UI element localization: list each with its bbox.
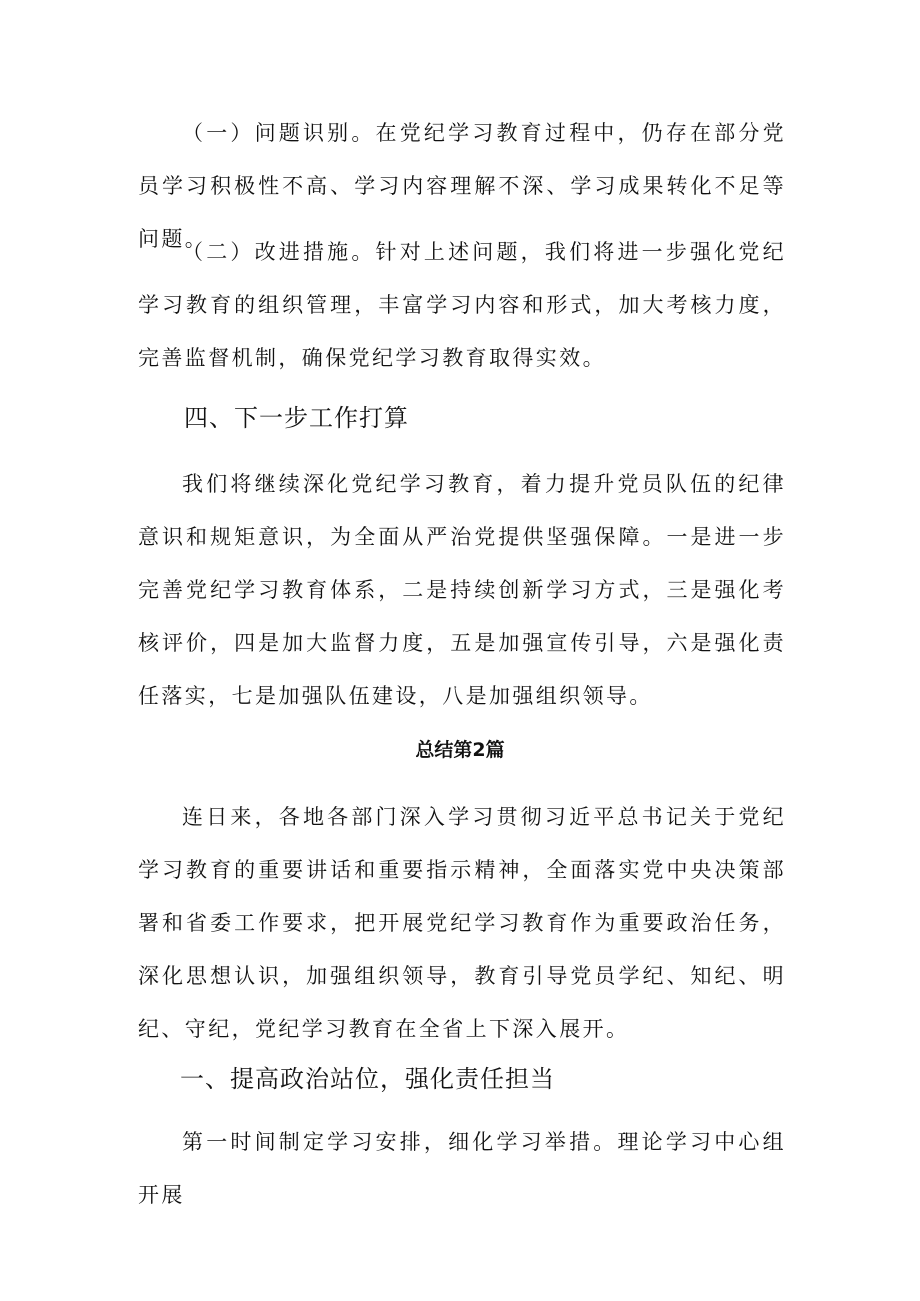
paragraph-study-arrangements: 第一时间制定学习安排，细化学习举措。理论学习中心组开展 <box>138 1130 786 1207</box>
paragraph-improvement-measures: （二）改进措施。针对上述问题，我们将进一步强化党纪学习教育的组织管理，丰富学习内容和形式，加大考核力度，完善监督机制，确保党纪学习教育取得实效。 <box>138 240 786 370</box>
heading-political-standing: 一、提高政治站位，强化责任担当 <box>180 1065 555 1093</box>
heading-next-steps: 四、下一步工作打算 <box>184 404 409 432</box>
paragraph-intro: 连日来，各地各部门深入学习贯彻习近平总书记关于党纪学习教育的重要讲话和重要指示精神，全面落实党中央决策部署和省委工作要求，把开展党纪学习教育作为重要政治任务，深化思想认识，加强组织领导，教育引导党员学纪、知纪、明纪、守纪，党纪学习教育在全省上下深入展开。 <box>138 805 786 1041</box>
paragraph-problem-identification: （一）问题识别。在党纪学习教育过程中，仍存在部分党员学习积极性不高、学习内容理解不深、学习成果转化不足等问题。 <box>138 121 786 251</box>
document-title: 总结第2篇 <box>415 739 505 761</box>
paragraph-next-steps: 我们将继续深化党纪学习教育，着力提升党员队伍的纪律意识和规矩意识，为全面从严治党提供坚强保障。一是进一步完善党纪学习教育体系，二是持续创新学习方式，三是强化考核评价，四是加大监督力度，五是加强宣传引导，六是强化责任落实，七是加强队伍建设，八是加强组织领导。 <box>138 472 786 708</box>
